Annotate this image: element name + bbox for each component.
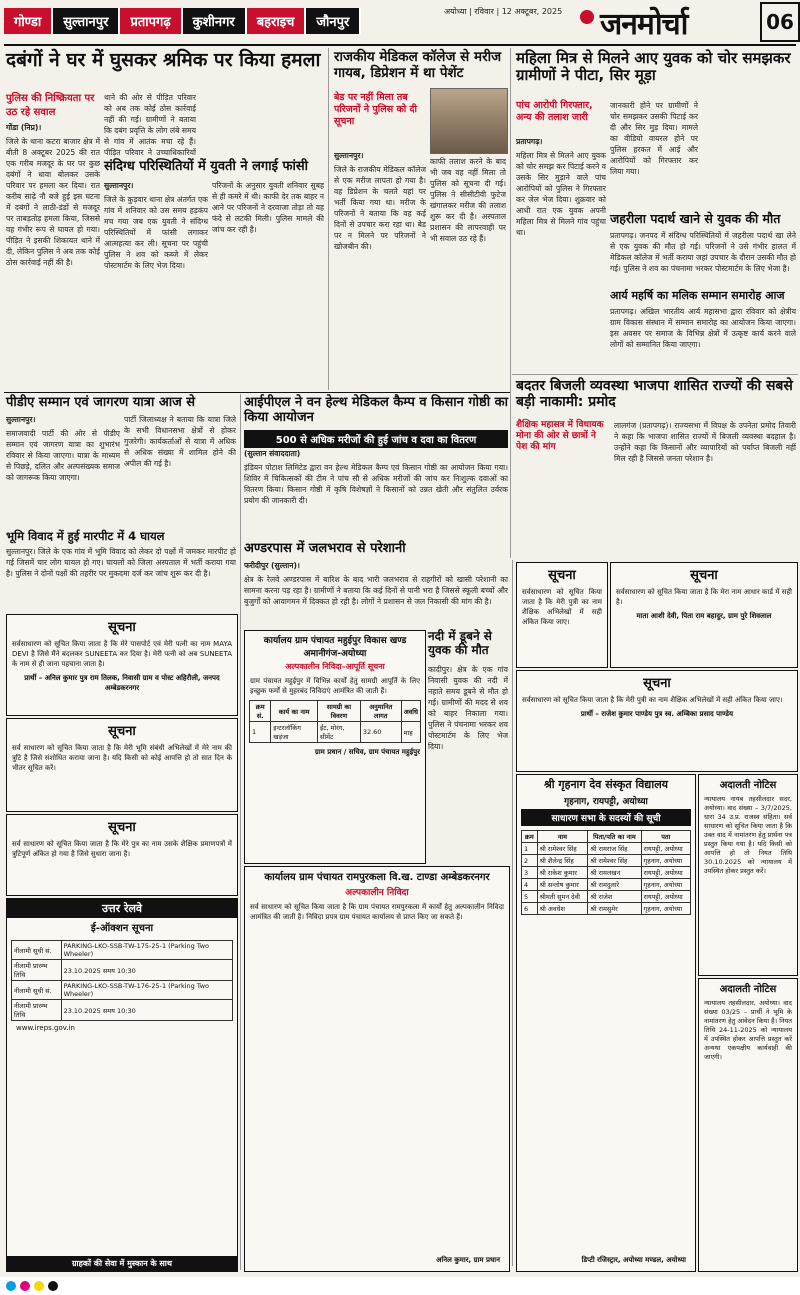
- story3-headline: राजकीय मेडिकल कॉलेज से मरीज गायब, डिप्रेशन में था पेशेंट: [334, 49, 502, 81]
- notice6-sign: प्रार्थी – राजेश कुमार पाण्डेय पुत्र स्व. अम्बिका प्रसाद पाण्डेय: [580, 710, 734, 718]
- table-cell: रायपट्टी, अयोध्या: [641, 891, 690, 903]
- story1-text2: थाने की ओर से पीड़ित परिवार को अब तक कोई ठोस कार्रवाई नहीं की गई। ग्रामीणों ने बताया कि दबंग प्रवृत्ति के लोग लंबे समय से गांव में आतंक मचा रहे हैं। पीड़ित परिवार ने उच्चाधिकारियों: [104, 93, 196, 157]
- story9-headline: आईपीएल ने वन हेल्थ मेडिकल कैम्प व किसान गोष्ठी का किया आयोजन: [244, 395, 508, 425]
- court1-title: अदालती नोटिस: [719, 780, 777, 791]
- table-row: [12, 941, 233, 960]
- court2-title: अदालती नोटिस: [719, 984, 777, 995]
- story4-kicker: पांच आरोपी गिरफ्तार, अन्य की तलाश जारी: [516, 100, 593, 123]
- date-line: अयोध्या | रविवार | 12 अक्टूबर, 2025: [444, 7, 563, 16]
- table-cell: गृहनाग, अयोध्या: [641, 879, 690, 891]
- notice2-title: सूचना: [108, 724, 136, 739]
- table-cell: नीलामी सूची सं.: [12, 981, 62, 1000]
- masthead: जनमोर्चा: [600, 7, 688, 42]
- city-tab-kushinagar[interactable]: कुशीनगर: [183, 8, 247, 34]
- table-cell: 5: [522, 891, 538, 903]
- page-number: 06: [760, 2, 800, 42]
- story4-col1: [516, 136, 606, 374]
- story10-headline: अण्डरपास में जलभराव से परेशानी: [244, 541, 406, 556]
- tender1-sign: ग्राम प्रधान / सचिव, ग्राम पंचायत महुईपुर: [314, 748, 420, 756]
- school-notice: [516, 774, 696, 1272]
- story7-col2: [124, 414, 236, 526]
- table-cell: श्री रामसुमेर: [588, 903, 641, 915]
- table-row: [522, 891, 691, 903]
- story6-headline: आर्य महर्षि का मलिक सम्मान समारोह आज: [610, 289, 785, 302]
- railway-table: [11, 940, 233, 1021]
- story1-text1: जिले के थाना कटरा बाजार क्षेत्र में बीती 8 अक्टूबर 2025 की रात एक गरीब मजदूर के घर पर कुछ दबंगों ने धावा बोलकर उसके परिवार पर हमला कर दिया। रात करीब साढ़े नौ बजे हुई इस घटना में दबंगों ने लाठी-डंडों से मजदूर पर ताबड़तोड़ हमला किया, जिससे वह गंभीर रूप से घायल हो गया। पीड़ित ने इसकी शिकायत थाने में दी, लेकिन पुलिस ने अब तक कोई ठोस कार्रवाई नहीं की है।: [6, 137, 100, 267]
- notice2-text: सर्व साधारण को सूचित किया जाता है कि मेरी भूमि संबंधी अभिलेखों में मेरे नाम की त्रुटि है जिसे संशोधित कराया जाना है। यदि किसी को कोई आपत्ति हो तो सात दिन के भीतर सूचित करें।: [12, 744, 232, 772]
- table-cell: नीलामी प्रारम्भ तिथि: [12, 960, 62, 981]
- table-row: [12, 1000, 233, 1021]
- story5-body: [610, 230, 796, 286]
- notice3-box: [6, 814, 238, 896]
- city-tab-bahraich[interactable]: बहराइच: [247, 8, 307, 34]
- story2-col2: [212, 180, 324, 388]
- table-cell: श्री सन्तोष कुमार: [537, 879, 588, 891]
- header-rule: [4, 44, 796, 46]
- table-cell: श्री रामेश्वर सिंह: [588, 855, 641, 867]
- story10-body: [244, 560, 508, 626]
- story1-headline: दबंगों ने घर में घुसकर श्रमिक पर किया हमला: [6, 49, 321, 71]
- tender1-table: [249, 700, 421, 743]
- railway-footer: ग्राहकों की सेवा में मुस्कान के साथ: [7, 1256, 237, 1271]
- school-sign: डिप्टी रजिस्ट्रार, अयोध्या मण्डल, अयोध्या: [581, 1256, 686, 1264]
- table-cell: 23.10.2025 समय 10:30: [61, 1000, 232, 1021]
- story12-kicker: शैक्षिक महासत्र में विधायक मोना की ओर से छात्रों ने पेश की मांग: [516, 420, 604, 452]
- story11-headline: नदी में डूबने से युवक की मौत: [428, 629, 492, 657]
- divider: [512, 560, 513, 1266]
- railway-notice: [6, 898, 238, 1272]
- table-cell: श्रीमती सुमन देवी: [537, 891, 588, 903]
- registration-bar: [0, 1277, 800, 1295]
- divider: [240, 394, 241, 1270]
- table-cell: श्री रामलखन: [588, 867, 641, 879]
- table-cell: PARKING-LKO-SSB-TW-175-25-1 (Parking Two Wheeler): [61, 941, 232, 960]
- notice2-box: [6, 718, 238, 812]
- table-row: [522, 843, 691, 855]
- story2-text2: परिजनों के अनुसार युवती शनिवार सुबह से ही कमरे में थी। काफी देर तक बाहर न आने पर परिजनों ने दरवाजा तोड़ा तो वह फंदे से लटकी मिली। पुलिस मामले की जांच कर रही है।: [212, 181, 324, 234]
- story5-headline: जहरीला पदार्थ खाने से युवक की मौत: [610, 211, 781, 226]
- railway-website[interactable]: www.ireps.gov.in: [16, 1024, 75, 1032]
- table-header: क्रम: [522, 831, 538, 843]
- divider: [4, 392, 510, 393]
- story11-text: कादीपुर। क्षेत्र के एक गांव निवासी युवक की नदी में नहाते समय डूबने से मौत हो गई। ग्रामीणों की मदद से शव को बाहर निकाला गया। पुलिस ने पंचनामा भरकर शव पोस्टमार्टम के लिए भेज दिया।: [428, 665, 508, 751]
- table-header: क्रम सं.: [250, 701, 271, 722]
- black-mark-icon: [48, 1281, 58, 1291]
- table-cell: माह: [401, 722, 420, 743]
- story11-body: [428, 664, 508, 760]
- school-title: श्री गृहनाग देव संस्कृत विद्यालय: [543, 778, 669, 791]
- table-row: [12, 981, 233, 1000]
- notice3-title: सूचना: [108, 820, 136, 835]
- story3-dateline: सुल्तानपुर।: [334, 151, 364, 160]
- table-cell: 1: [522, 843, 538, 855]
- story7-col1: [6, 414, 120, 526]
- school-table-title: साधारण सभा के सदस्यों की सूची: [521, 809, 691, 826]
- notice6-title: सूचना: [643, 676, 671, 691]
- table-cell: 32.60: [360, 722, 401, 743]
- story2-dateline: सुल्तानपुर।: [104, 181, 134, 190]
- table-cell: नीलामी प्रारम्भ तिथि: [12, 1000, 62, 1021]
- story3-text2: काफी तलाश करने के बाद भी जब वह नहीं मिला तो पुलिस को सूचना दी गई। पुलिस ने सीसीटीवी फुटेज खंगालकर मरीज की तलाश शुरू कर दी है। अस्पताल प्रशासन की लापरवाही पर भी सवाल उठ रहे हैं।: [430, 157, 506, 243]
- patient-photo: [430, 88, 508, 154]
- story5-text: प्रतापगढ़। जनपद में संदिग्ध परिस्थितियों में जहरीला पदार्थ खा लेने से एक युवक की मौत हो गई। परिजनों ने उसे गंभीर हालत में मेडिकल कॉलेज में भर्ती कराया जहां उपचार के दौरान उसकी मौत हो गई। पुलिस ने शव का पंचनामा भरकर पोस्टमार्टम के लिए भेजा है।: [610, 231, 796, 273]
- table-header: सामग्री का विवरण: [318, 701, 361, 722]
- story7-headline: पीडीए सम्मान एवं जागरण यात्रा आज से: [6, 395, 196, 410]
- railway-title: उत्तर रेलवे: [7, 899, 237, 918]
- table-row: [522, 879, 691, 891]
- story7-dateline: सुल्तानपुर।: [6, 415, 36, 424]
- city-tab-gonda[interactable]: गोण्डा: [4, 8, 53, 34]
- story10-text: क्षेत्र के रेलवे अण्डरपास में बारिश के बाद भारी जलभराव से राहगीरों को खासी परेशानी का सामना करना पड़ रहा है। ग्रामीणों ने बताया कि कई दिनों से पानी भरा है जिससे स्कूली बच्चों और बुजुर्गों को आवागमन में दिक्कत हो रही है। लोगों ने प्रशासन से जल निकासी की मांग की है।: [244, 575, 508, 606]
- tender2-subtitle: अल्पकालीन निविदा: [345, 888, 409, 898]
- story12-text: लालगंज (प्रतापगढ़)। राज्यसभा में विपक्ष के उपनेता प्रमोद तिवारी ने कहा कि भाजपा शासित राज्यों में बिजली व्यवस्था बदहाल है। उन्होंने कहा कि किसानों और व्यापारियों को पर्याप्त बिजली नहीं मिल रही है जिससे जनता परेशान है।: [614, 421, 796, 463]
- table-cell: श्री शैलेन्द्र सिंह: [537, 855, 588, 867]
- story1-kicker: पुलिस की निष्क्रियता पर उठ रहे सवाल: [6, 93, 95, 118]
- tender2-sign: अनिल कुमार, ग्राम प्रधान: [436, 1256, 500, 1264]
- tender1-text: ग्राम पंचायत महुईपुर में विभिन्न कार्यों हेतु सामग्री आपूर्ति के लिए इच्छुक फर्मों से मुहरबंद निविदाएं आमंत्रित की जाती हैं।: [250, 677, 420, 695]
- story8-text: सुल्तानपुर। जिले के एक गांव में भूमि विवाद को लेकर दो पक्षों में जमकर मारपीट हो गई जिसमें चार लोग घायल हो गए। घायलों को जिला अस्पताल में भर्ती कराया गया है। पुलिस ने दोनों पक्षों की तहरीर पर मुकदमा दर्ज कर जांच शुरू कर दी है।: [6, 547, 236, 578]
- story12-headline: बदतर बिजली व्यवस्था भाजपा शासित राज्यों की सबसे बड़ी नाकामी: प्रमोद: [516, 378, 793, 411]
- railway-subtitle: ई-ऑक्शन सूचना: [90, 923, 154, 934]
- table-header: नाम: [537, 831, 588, 843]
- table-cell: इन्टरलॉकिंग खड़ंजा: [271, 722, 318, 743]
- notice4-text: सर्वसाधारण को सूचित किया जाता है कि मेरी पुत्री का नाम शैक्षिक अभिलेखों में सही अंकित किया जाए।: [522, 588, 602, 626]
- school-subtitle: गृहनाग, रायपट्टी, अयोध्या: [564, 797, 648, 807]
- court2-text: न्यायालय तहसीलदार, अयोध्या। वाद संख्या 03/25 – प्रार्थी ने भूमि के नामांतरण हेतु आवेदन किया है। नियत तिथि 24-11-2025 को न्यायालय में उपस्थित होकर आपत्ति प्रस्तुत करें अन्यथा एकपक्षीय कार्यवाही की जाएगी।: [704, 999, 792, 1061]
- notice1-text: सर्वसाधारण को सूचित किया जाता है कि मेरे पासपोर्ट एवं मेरी पत्नी का नाम MAYA DEVI है जिसे मैंने बदलकर SUNEETA कर दिया है। मेरी पत्नी को अब SUNEETA के नाम से ही जाना पहचाना जाता है।: [12, 640, 232, 668]
- notice1-title: सूचना: [108, 620, 136, 635]
- table-header-row: [250, 701, 421, 722]
- divider: [510, 48, 511, 558]
- tender2-title: कार्यालय ग्राम पंचायत रामपुरकला वि.ख. टाण्डा अम्बेडकरनगर: [264, 872, 490, 883]
- table-row: [522, 903, 691, 915]
- table-cell: 23.10.2025 समय 10:30: [61, 960, 232, 981]
- yellow-mark-icon: [34, 1281, 44, 1291]
- table-cell: 6: [522, 903, 538, 915]
- table-row: [12, 960, 233, 981]
- tender1-subtitle: अल्पकालीन निविदा–आपूर्ति सूचना: [285, 662, 385, 671]
- story9-text: इंडियन पोटाश लिमिटेड द्वारा वन हेल्थ मेडिकल कैम्प एवं किसान गोष्ठी का आयोजन किया गया। शिविर में चिकित्सकों की टीम ने पांच सौ से अधिक मरीजों की जांच कर निःशुल्क दवाओं का वितरण किया। किसान गोष्ठी में कृषि विशेषज्ञों ने किसानों को उन्नत खेती और संतुलित उर्वरक प्रयोग की जानकारी दी।: [244, 463, 508, 505]
- table-cell: श्री अवधेश: [537, 903, 588, 915]
- table-cell: श्री राकेश कुमार: [537, 867, 588, 879]
- story9-subheadline: 500 से अधिक मरीजों की हुई जांच व दवा का वितरण: [244, 430, 508, 448]
- table-row: [522, 867, 691, 879]
- tender1-box: [244, 630, 426, 864]
- court2-box: [698, 978, 798, 1272]
- table-cell: रायपट्टी, अयोध्या: [641, 867, 690, 879]
- story1-dateline: गोंडा (निप्र)।: [6, 123, 42, 132]
- magenta-mark-icon: [20, 1281, 30, 1291]
- tender2-text: सर्व साधारण को सूचित किया जाता है कि ग्राम पंचायत रामपुरकला में कार्यों हेतु अल्पकालीन निविदा आमंत्रित की जाती है। निविदा प्रपत्र ग्राम पंचायत कार्यालय से प्राप्त किए जा सकते हैं।: [250, 903, 504, 921]
- table-header: पता: [641, 831, 690, 843]
- story7-text1: समाजवादी पार्टी की ओर से पीडीए सम्मान एवं जागरण यात्रा का शुभारंभ रविवार से किया जाएगा। यात्रा के माध्यम से पिछड़े, दलित और अल्पसंख्यक समाज को जागरूक किया जाएगा।: [6, 429, 120, 482]
- notice5-title: सूचना: [690, 568, 718, 583]
- story6-text: प्रतापगढ़। अखिल भारतीय आर्य महासभा द्वारा रविवार को क्षेत्रीय ग्राम विकास संस्थान में सम्मान समारोह का आयोजन किया जाएगा। इस अवसर पर समाज के विभिन्न क्षेत्रों में उत्कृष्ट कार्य करने वाले लोगों को सम्मानित किया जाएगा।: [610, 307, 796, 349]
- story8-headline: भूमि विवाद में हुई मारपीट में 4 घायल: [6, 529, 165, 543]
- city-tab-jaunpur[interactable]: जौनपुर: [306, 8, 361, 34]
- table-cell: ईंट, मोरंग, सीमेंट: [318, 722, 361, 743]
- notice5-box: [610, 562, 798, 668]
- notice5-text: सर्वसाधारण को सूचित किया जाता है कि मेरा नाम आधार कार्ड में सही है।: [616, 588, 792, 606]
- story6-body: [610, 306, 796, 370]
- story4-headline: महिला मित्र से मिलने आए युवक को चोर समझकर ग्रामीणों ने पीटा, सिर मूड़ा: [516, 49, 791, 85]
- story9-body: [244, 448, 508, 538]
- tender1-title: कार्यालय ग्राम पंचायत महुईपुर विकास खण्ड अमानीगंज-अयोध्या: [263, 636, 407, 659]
- table-cell: श्री रामेश्वर सिंह: [537, 843, 588, 855]
- notice4-box: [516, 562, 608, 668]
- city-tab-pratapgarh[interactable]: प्रतापगढ़: [120, 8, 182, 34]
- story2-headline: संदिग्ध परिस्थितियों में युवती ने लगाई फांसी: [104, 159, 309, 174]
- table-cell: गृहनाग, अयोध्या: [641, 903, 690, 915]
- logo-icon: [580, 10, 594, 24]
- table-header: अनुमानित लागत: [360, 701, 401, 722]
- story1-col1: [6, 122, 100, 390]
- notice5-sign: माता आशी देवी, पिता राम बहादुर, ग्राम पुरे शिवलाल: [636, 612, 772, 620]
- story2-col1: [104, 180, 208, 388]
- story3-col2: [430, 156, 506, 390]
- story3-kicker: बेड पर नहीं मिला तब परिजनों ने पुलिस को दी सूचना: [334, 92, 418, 127]
- table-cell: नीलामी सूची सं.: [12, 941, 62, 960]
- story2-text1: जिले के कुड़वार थाना क्षेत्र अंतर्गत एक गांव में शनिवार को उस समय हड़कंप मच गया जब एक युवती ने संदिग्ध परिस्थितियों में फांसी लगाकर आत्महत्या कर ली। सूचना पर पहुंची पुलिस ने शव को कब्जे में लेकर पोस्टमार्टम के लिए भेज दिया।: [104, 195, 208, 270]
- table-row: [250, 722, 421, 743]
- notice6-text: सर्वसाधारण को सूचित किया जाता है कि मेरी पुत्री का नाम शैक्षिक अभिलेखों में सही अंकित किया जाए।: [522, 696, 783, 704]
- city-tabs: [4, 8, 361, 34]
- story10-dateline: फरीदीपुर (सुल्तान)।: [244, 561, 300, 570]
- tender2-box: [244, 866, 510, 1272]
- table-header: अवधि: [401, 701, 420, 722]
- table-cell: 3: [522, 867, 538, 879]
- page-header: [0, 0, 800, 44]
- story4-dateline: प्रतापगढ़।: [516, 137, 543, 146]
- table-cell: रायपट्टी, अयोध्या: [641, 843, 690, 855]
- table-row: [522, 855, 691, 867]
- story4-text2: जानकारी होने पर ग्रामीणों ने चोर समझकर उसकी पिटाई कर दी और सिर मुड़ दिया। मामले का वीडियो वायरल होने पर पुलिस हरकत में आई और आरोपियों को गिरफ्तार कर लिया गया।: [610, 101, 698, 176]
- table-cell: श्री राजेश: [588, 891, 641, 903]
- story4-col2: [610, 100, 698, 210]
- notice1-box: [6, 614, 238, 716]
- table-cell: PARKING-LKO-SSB-TW-176-25-1 (Parking Two Wheeler): [61, 981, 232, 1000]
- divider: [512, 374, 798, 375]
- table-header-row: [522, 831, 691, 843]
- table-cell: 1: [250, 722, 271, 743]
- story4-text1: महिला मित्र से मिलने आए युवक को चोर समझ कर पिटाई करने व उसके सिर मुड़ाने वाले पांच आरोपियों को पुलिस ने गिरफ्तार कर जेल भेज दिया। शुक्रवार को आधी रात एक युवक अपनी महिला मित्र से मिलने गांव पहुंचा था।: [516, 151, 606, 237]
- story12-body: [614, 420, 796, 558]
- notice1-sign: प्रार्थी – अनिल कुमार पुत्र राम तिलक, निवासी ग्राम व पोस्ट अहिरौली, जनपद अम्बेडकरनगर: [24, 674, 220, 692]
- table-cell: गृहनाग, अयोध्या: [641, 855, 690, 867]
- notice3-text: सर्व साधारण को सूचित किया जाता है कि मेरे पुत्र का नाम उसके शैक्षिक प्रमाणपत्रों में त्रुटिपूर्ण अंकित हो गया है जिसे सुधारा जाना है।: [12, 840, 232, 858]
- court1-box: [698, 774, 798, 976]
- table-header: कार्य का नाम: [271, 701, 318, 722]
- notice4-title: सूचना: [548, 568, 576, 583]
- cyan-mark-icon: [6, 1281, 16, 1291]
- story3-col1: [334, 150, 426, 390]
- table-header: पिता/पति का नाम: [588, 831, 641, 843]
- story3-text1: जिले के राजकीय मेडिकल कॉलेज से एक मरीज लापता हो गया है। वह डिप्रेशन के चलते यहां पर भर्ती किया गया था। मरीज के परिजनों ने बताया कि वह कई दिनों से उपचार करा रहा था। बेड पर न मिलने पर परिजनों ने खोजबीन की।: [334, 165, 426, 251]
- story7-text2: पार्टी जिलाध्यक्ष ने बताया कि यात्रा जिले के सभी विधानसभा क्षेत्रों से होकर गुजरेगी। कार्यकर्ताओं से यात्रा में अधिक से अधिक संख्या में शामिल होने की अपील की गई है।: [124, 415, 236, 468]
- notice6-box: [516, 670, 798, 772]
- story8-body: [6, 546, 236, 610]
- city-tab-sultanpur[interactable]: सुल्तानपुर: [53, 8, 120, 34]
- table-cell: 2: [522, 855, 538, 867]
- table-cell: 4: [522, 879, 538, 891]
- school-members-table: [521, 830, 691, 915]
- story1-col2: [104, 92, 196, 158]
- divider: [328, 48, 329, 390]
- table-cell: श्री रामराज सिंह: [588, 843, 641, 855]
- table-cell: श्री रामदुलारे: [588, 879, 641, 891]
- story9-dateline: (सुल्तान संवाददाता): [244, 449, 301, 458]
- court1-text: न्यायालय नायब तहसीलदार सदर, अयोध्या। वाद संख्या – 3/7/2025, धारा 34 उ.प्र. राजस्व संहिता। सर्व साधारण को सूचित किया जाता है कि उक्त वाद में नामांतरण हेतु प्रार्थना पत्र प्रस्तुत किया गया है। यदि किसी को आपत्ति हो तो नियत तिथि 30.10.2025 को न्यायालय में उपस्थित होकर प्रस्तुत करें।: [704, 795, 792, 875]
